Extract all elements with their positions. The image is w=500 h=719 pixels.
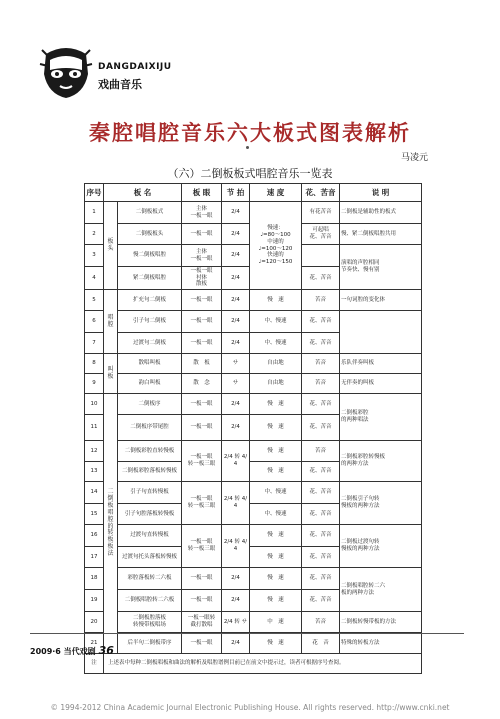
table-title: （六）二倒板板式唱腔音乐一览表 [167,167,333,180]
tone-cell: 苦音 [302,290,340,311]
note-cell: 二倒板彩腔转慢板 的两种方法 [340,441,422,482]
speed-cell: 慢 速 [250,462,302,482]
speed-cell: 慢 速 [250,633,302,654]
ban-name-cell: 引子句腔落板转慢板 [118,504,182,525]
table-header-row [85,184,422,202]
meter-cell: 2/4 [222,267,250,290]
article-author: 马凌元 [400,153,428,163]
meter-cell: 2/4 [222,590,250,612]
speed-cell: 自由地 [250,354,302,374]
speed-cell: 中、慢速 [250,333,302,354]
note-cell: 二倒板转慢带板的方法 [340,612,422,633]
row-number-cell: 20 [85,612,104,633]
row-number-cell: 9 [85,374,104,394]
meter-cell: 2/4 转 4/4 [222,441,250,482]
ban-name-cell: 扩充句二倒板 [118,290,182,311]
article-title: 秦腔唱腔音乐六大板式图表解析 [89,120,411,145]
speed-cell: 慢 速 [250,525,302,547]
speed-cell: 慢 速 [250,568,302,590]
banyan-cell: 一板一眼 [182,590,222,612]
row-number-cell: 6 [85,311,104,333]
header-cell: 板 眼 [182,184,222,202]
meter-cell: 2/4 [222,633,250,654]
speed-merged-cell: 慢速： ♩=80～100 中速的 ♩=100～120 快速的 ♩=120～150 [250,202,302,290]
banyan-cell: 散 念 [182,374,222,394]
tone-cell: 花、苦音 [302,482,340,504]
tone-cell: 花、苦音 [302,333,340,354]
speed-cell: 中 速 [250,612,302,633]
page-number: 36 [98,644,114,657]
banyan-cell: 主体 一板一眼 [182,202,222,224]
header-cell: 说 明 [340,184,422,202]
speed-cell: 慢 速 [250,441,302,462]
ban-name-cell: 二倒板序 [118,394,182,415]
opera-mask-logo-icon [38,44,94,100]
tone-cell: 花、苦音 [302,547,340,568]
meter-cell: 2/4 [222,224,250,245]
speed-cell: 中、慢速 [250,504,302,525]
table-row [85,482,422,504]
row-number-cell: 17 [85,547,104,568]
banyan-cell: 一板一眼 [182,224,222,245]
ban-name-cell: 后半句二倒板带序 [118,633,182,654]
table-row [85,612,422,633]
speed-cell: 慢 速 [250,415,302,441]
footnote-cell: 上述表中每种二倒板唱板和曲法的解析及唱腔谱例目前已在前文中提示过，读者可根据序号查阅。 [104,654,422,674]
group-label-cell: 唱腔 [104,290,118,354]
row-number-cell: 13 [85,462,104,482]
note-cell: 无伴奏的叫板 [340,374,422,394]
ban-name-cell: 二倒板唱腔转二六板 [118,590,182,612]
ban-name-cell: 过渡句二倒板 [118,333,182,354]
meter-cell: 2/4 [222,394,250,415]
table-row [85,525,422,547]
row-number-cell: 7 [85,333,104,354]
ban-name-cell: 引子句二倒板 [118,311,182,333]
table-row [85,568,422,590]
speed-cell: 慢 速 [250,547,302,568]
ban-name-cell: 彩腔落板转二六板 [118,568,182,590]
ban-name-cell: 慢二倒板唱腔 [118,245,182,267]
meter-cell: 2/4 [222,290,250,311]
meter-cell: 2/4 转 4/4 [222,525,250,568]
footer-divider [30,633,464,634]
meter-cell: 2/4 转 サ [222,612,250,633]
ban-name-cell: 过渡句直转慢板 [118,525,182,547]
issue-info [30,644,114,657]
group-label-cell: 板头 [104,202,118,290]
meter-cell: 2/4 [222,245,250,267]
note-cell: 慢、紧二倒板唱腔共用 [340,224,422,245]
row-number-cell: 18 [85,568,104,590]
tone-cell: 花 音 [302,633,340,654]
banyan-cell: 一板一眼 转一板三眼 [182,441,222,482]
note-cell [340,311,422,354]
issue-label: 2009·6 当代戏剧 [30,647,96,656]
group-label-cell: 叫板 [104,354,118,394]
tone-cell: 花、苦音 [302,525,340,547]
tone-cell: 花、苦音 [302,311,340,333]
ban-name-cell: 二倒板板式 [118,202,182,224]
note-cell: 二倒板彩腔 的两种唱法 [340,394,422,441]
ban-name-cell: 二倒板板头 [118,224,182,245]
footnote-row [85,654,422,674]
tone-cell: 花、苦音 [302,462,340,482]
meter-cell: 2/4 [222,202,250,224]
tone-cell: 花、苦音 [302,590,340,612]
row-number-cell: 3 [85,245,104,267]
tone-cell [302,245,340,267]
speed-cell: 慢 速 [250,290,302,311]
tone-cell: 苦音 [302,441,340,462]
banyan-cell: 一板一眼 [182,568,222,590]
speed-cell: 慢 速 [250,590,302,612]
table-row [85,311,422,333]
banyan-cell: 一板一眼 [182,415,222,441]
tone-cell: 花、苦音 [302,504,340,525]
tone-cell: 苦音 [302,612,340,633]
meter-cell: 2/4 [222,311,250,333]
header-cell: 序号 [85,184,104,202]
ban-name-cell: 散唱叫板 [118,354,182,374]
ban-name-cell: 韵白叫板 [118,374,182,394]
tone-cell: 可起唱 花、苦音 [302,224,340,245]
ban-name-cell: 过渡句托头落板转慢板 [118,547,182,568]
banyan-cell: 主体 一板一眼 [182,245,222,267]
ban-name-cell: 二倒板彩腔直转慢板 [118,441,182,462]
speed-cell: 中、慢速 [250,311,302,333]
tone-cell: 花、苦音 [302,394,340,415]
row-number-cell: 14 [85,482,104,504]
banyan-cell: 一板一眼 [182,394,222,415]
row-number-cell: 15 [85,504,104,525]
meter-cell: 2/4 [222,333,250,354]
note-cell: 二倒板过渡句转 慢板的两种方法 [340,525,422,568]
header-cell: 节 拍 [222,184,250,202]
banyan-cell: 散 板 [182,354,222,374]
group-label-cell: 二倒板唱腔的转板板法 [104,394,118,654]
banshi-table [84,183,422,674]
meter-cell: 2/4 [222,415,250,441]
header-cell: 板 名 [104,184,182,202]
row-number-cell: 11 [85,415,104,441]
ban-name-cell: 引子句直转慢板 [118,482,182,504]
banyan-cell: 一板一眼 衬体 散板 [182,267,222,290]
note-cell: 一句词腔的变化体 [340,290,422,311]
row-number-cell: 2 [85,224,104,245]
tone-cell: 花、苦音 [302,568,340,590]
row-number-cell: 19 [85,590,104,612]
note-cell: 演唱的声腔相同 节奏快、慢有别 [340,245,422,290]
meter-cell: サ [222,374,250,394]
row-number-cell: 4 [85,267,104,290]
table-row [85,374,422,394]
note-cell: 二倒板引子句转 慢板的两种方法 [340,482,422,525]
table-row [85,354,422,374]
banyan-cell: 一板一眼 [182,633,222,654]
ban-name-cell: 二倒板序带尾腔 [118,415,182,441]
meter-cell: 2/4 转 4/4 [222,482,250,525]
ban-name-cell: 二倒板腔落板 转慢带板唱场 [118,612,182,633]
table-row [85,441,422,462]
tone-cell: 有花苦音 [302,202,340,224]
row-number-cell: 21 [85,633,104,654]
row-number-cell: 5 [85,290,104,311]
banyan-cell: 一板一眼 转一板三眼 [182,482,222,525]
note-cell: 二倒板是辅助性的板式 [340,202,422,224]
header-cell: 速 度 [250,184,302,202]
note-cell: 乐队伴奏叫板 [340,354,422,374]
banyan-cell: 一板一眼 [182,333,222,354]
tone-cell: 花、苦音 [302,267,340,290]
row-number-cell: 12 [85,441,104,462]
speed-cell: 自由地 [250,374,302,394]
speed-cell: 中、慢速 [250,482,302,504]
meter-cell: 2/4 [222,568,250,590]
row-number-cell: 16 [85,525,104,547]
copyright-notice: © 1994-2012 China Academic Journal Electronic Publishing House. All rights reserved. http://www.cnki.net [50,703,450,712]
header-cell: 花、苦音 [302,184,340,202]
row-number-cell: 10 [85,394,104,415]
logo-english-text: DANGDAIXIJU [98,62,172,72]
speed-cell: 慢 速 [250,394,302,415]
title-dot-mark [246,146,249,149]
banyan-cell: 一板一眼转 截打散唱 [182,612,222,633]
meter-cell: サ [222,354,250,374]
table-row [85,633,422,654]
banyan-cell: 一板一眼 [182,311,222,333]
banyan-cell: 一板一眼 [182,290,222,311]
tone-cell: 苦音 [302,354,340,374]
row-number-cell: 1 [85,202,104,224]
tone-cell: 花、苦音 [302,415,340,441]
ban-name-cell: 紧二倒板唱腔 [118,267,182,290]
tone-cell: 苦音 [302,374,340,394]
ban-name-cell: 二倒板彩腔落板转慢板 [118,462,182,482]
banyan-cell: 一板一眼 转一板三眼 [182,525,222,568]
note-cell: 二倒板唱腔转二六 板的两种方法 [340,568,422,612]
table-row [85,290,422,311]
footnote-label-cell: 注 [85,654,104,674]
table-row [85,394,422,415]
row-number-cell: 8 [85,354,104,374]
table-row [85,202,422,224]
logo-chinese-text: 戏曲音乐 [98,78,142,91]
note-cell: 特殊的转板方法 [340,633,422,654]
